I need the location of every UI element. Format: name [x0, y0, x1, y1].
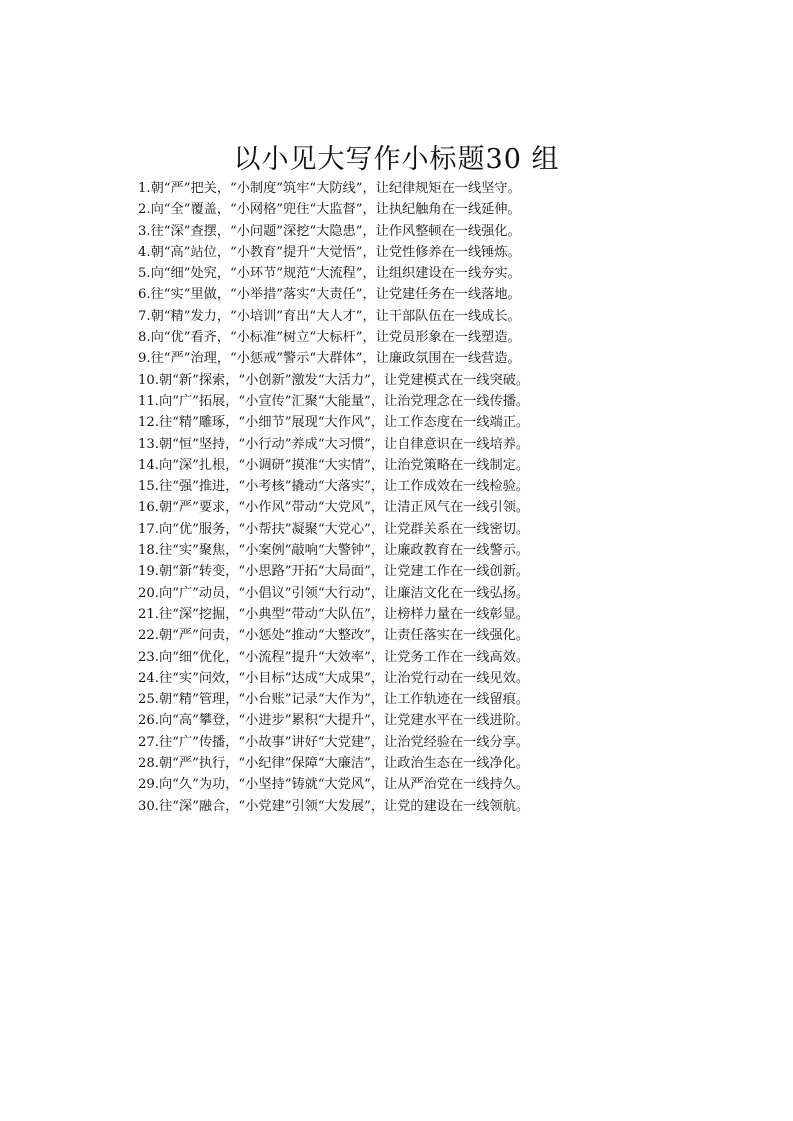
list-item: 13.朝“恒”坚持，“小行动”养成“大习惯”，让自律意识在一线培养。 — [138, 436, 530, 452]
list-item: 22.朝“严”问责，“小惩处”推动“大整改”，让责任落实在一线强化。 — [138, 628, 530, 644]
list-item: 4.朝“高”站位，“小教育”提升“大觉悟”，让党性修养在一线锤炼。 — [138, 244, 521, 260]
list-item: 21.往“深”挖掘，“小典型”带动“大队伍”，让榜样力量在一线彰显。 — [138, 606, 530, 622]
list-item: 8.向“优”看齐，“小标准”树立“大标杆”，让党员形象在一线塑造。 — [138, 330, 521, 346]
list-item: 2.向“全”覆盖，“小网格”兜住“大监督”，让执纪触角在一线延伸。 — [138, 202, 521, 218]
list-item: 18.往“实”聚焦，“小案例”敲响“大警钟”，让廉政教育在一线警示。 — [138, 543, 530, 559]
list-item: 19.朝“新”转变，“小思路”开拓“大局面”，让党建工作在一线创新。 — [138, 564, 530, 580]
list-item: 6.往“实”里做，“小举措”落实“大责任”，让党建任务在一线落地。 — [138, 287, 521, 303]
list-item: 14.向“深”扎根，“小调研”摸准“大实情”，让治党策略在一线制定。 — [138, 457, 530, 473]
list-item: 3.往“深”查摆，“小问题”深挖“大隐患”，让作风整顿在一线强化。 — [138, 223, 521, 239]
list-item: 5.向“细”处究，“小环节”规范“大流程”，让组织建设在一线夯实。 — [138, 266, 521, 282]
list-item: 15.往“强”推进，“小考核”撬动“大落实”，让工作成效在一线检验。 — [138, 479, 530, 495]
list-item: 20.向“广”动员，“小倡议”引领“大行动”，让廉洁文化在一线弘扬。 — [138, 585, 530, 601]
list-item: 28.朝“严”执行，“小纪律”保障“大廉洁”，让政治生态在一线净化。 — [138, 756, 530, 772]
list-item: 24.往“实”问效，“小目标”达成“大成果”，让治党行动在一线见效。 — [138, 670, 530, 686]
list-item: 27.往“广”传播，“小故事”讲好“大党建”，让治党经验在一线分享。 — [138, 734, 530, 750]
list-item: 25.朝“精”管理，“小台账”记录“大作为”，让工作轨迹在一线留痕。 — [138, 692, 530, 708]
list-item: 17.向“优”服务，“小帮扶”凝聚“大党心”，让党群关系在一线密切。 — [138, 521, 530, 537]
list-item: 12.往“精”雕琢，“小细节”展现“大作风”，让工作态度在一线端正。 — [138, 415, 530, 431]
list-item: 30.往“深”融合，“小党建”引领“大发展”，让党的建设在一线领航。 — [138, 798, 530, 814]
page-title: 以小见大写作小标题30 组 — [233, 144, 560, 175]
heading-list — [138, 178, 529, 817]
list-item: 9.往“严”治理，“小惩戒”警示“大群体”，让廉政氛围在一线营造。 — [138, 351, 521, 367]
list-item: 1.朝“严”把关，“小制度”筑牢“大防线”，让纪律规矩在一线坚守。 — [138, 181, 521, 196]
list-item: 26.向“高”攀登，“小进步”累积“大提升”，让党建水平在一线进阶。 — [138, 713, 530, 729]
list-item: 16.朝“严”要求，“小作风”带动“大党风”，让清正风气在一线引领。 — [138, 500, 530, 516]
list-item: 11.向“广”拓展，“小宣传”汇聚“大能量”，让治党理念在一线传播。 — [138, 393, 530, 409]
list-item: 23.向“细”优化，“小流程”提升“大效率”，让党务工作在一线高效。 — [138, 649, 530, 665]
list-item: 7.朝“精”发力，“小培训”育出“大人才”，让干部队伍在一线成长。 — [138, 308, 521, 324]
list-item: 10.朝“新”探索，“小创新”激发“大活力”，让党建模式在一线突破。 — [138, 372, 530, 388]
list-item: 29.向“久”为功，“小坚持”铸就“大党风”，让从严治党在一线持久。 — [138, 777, 530, 793]
